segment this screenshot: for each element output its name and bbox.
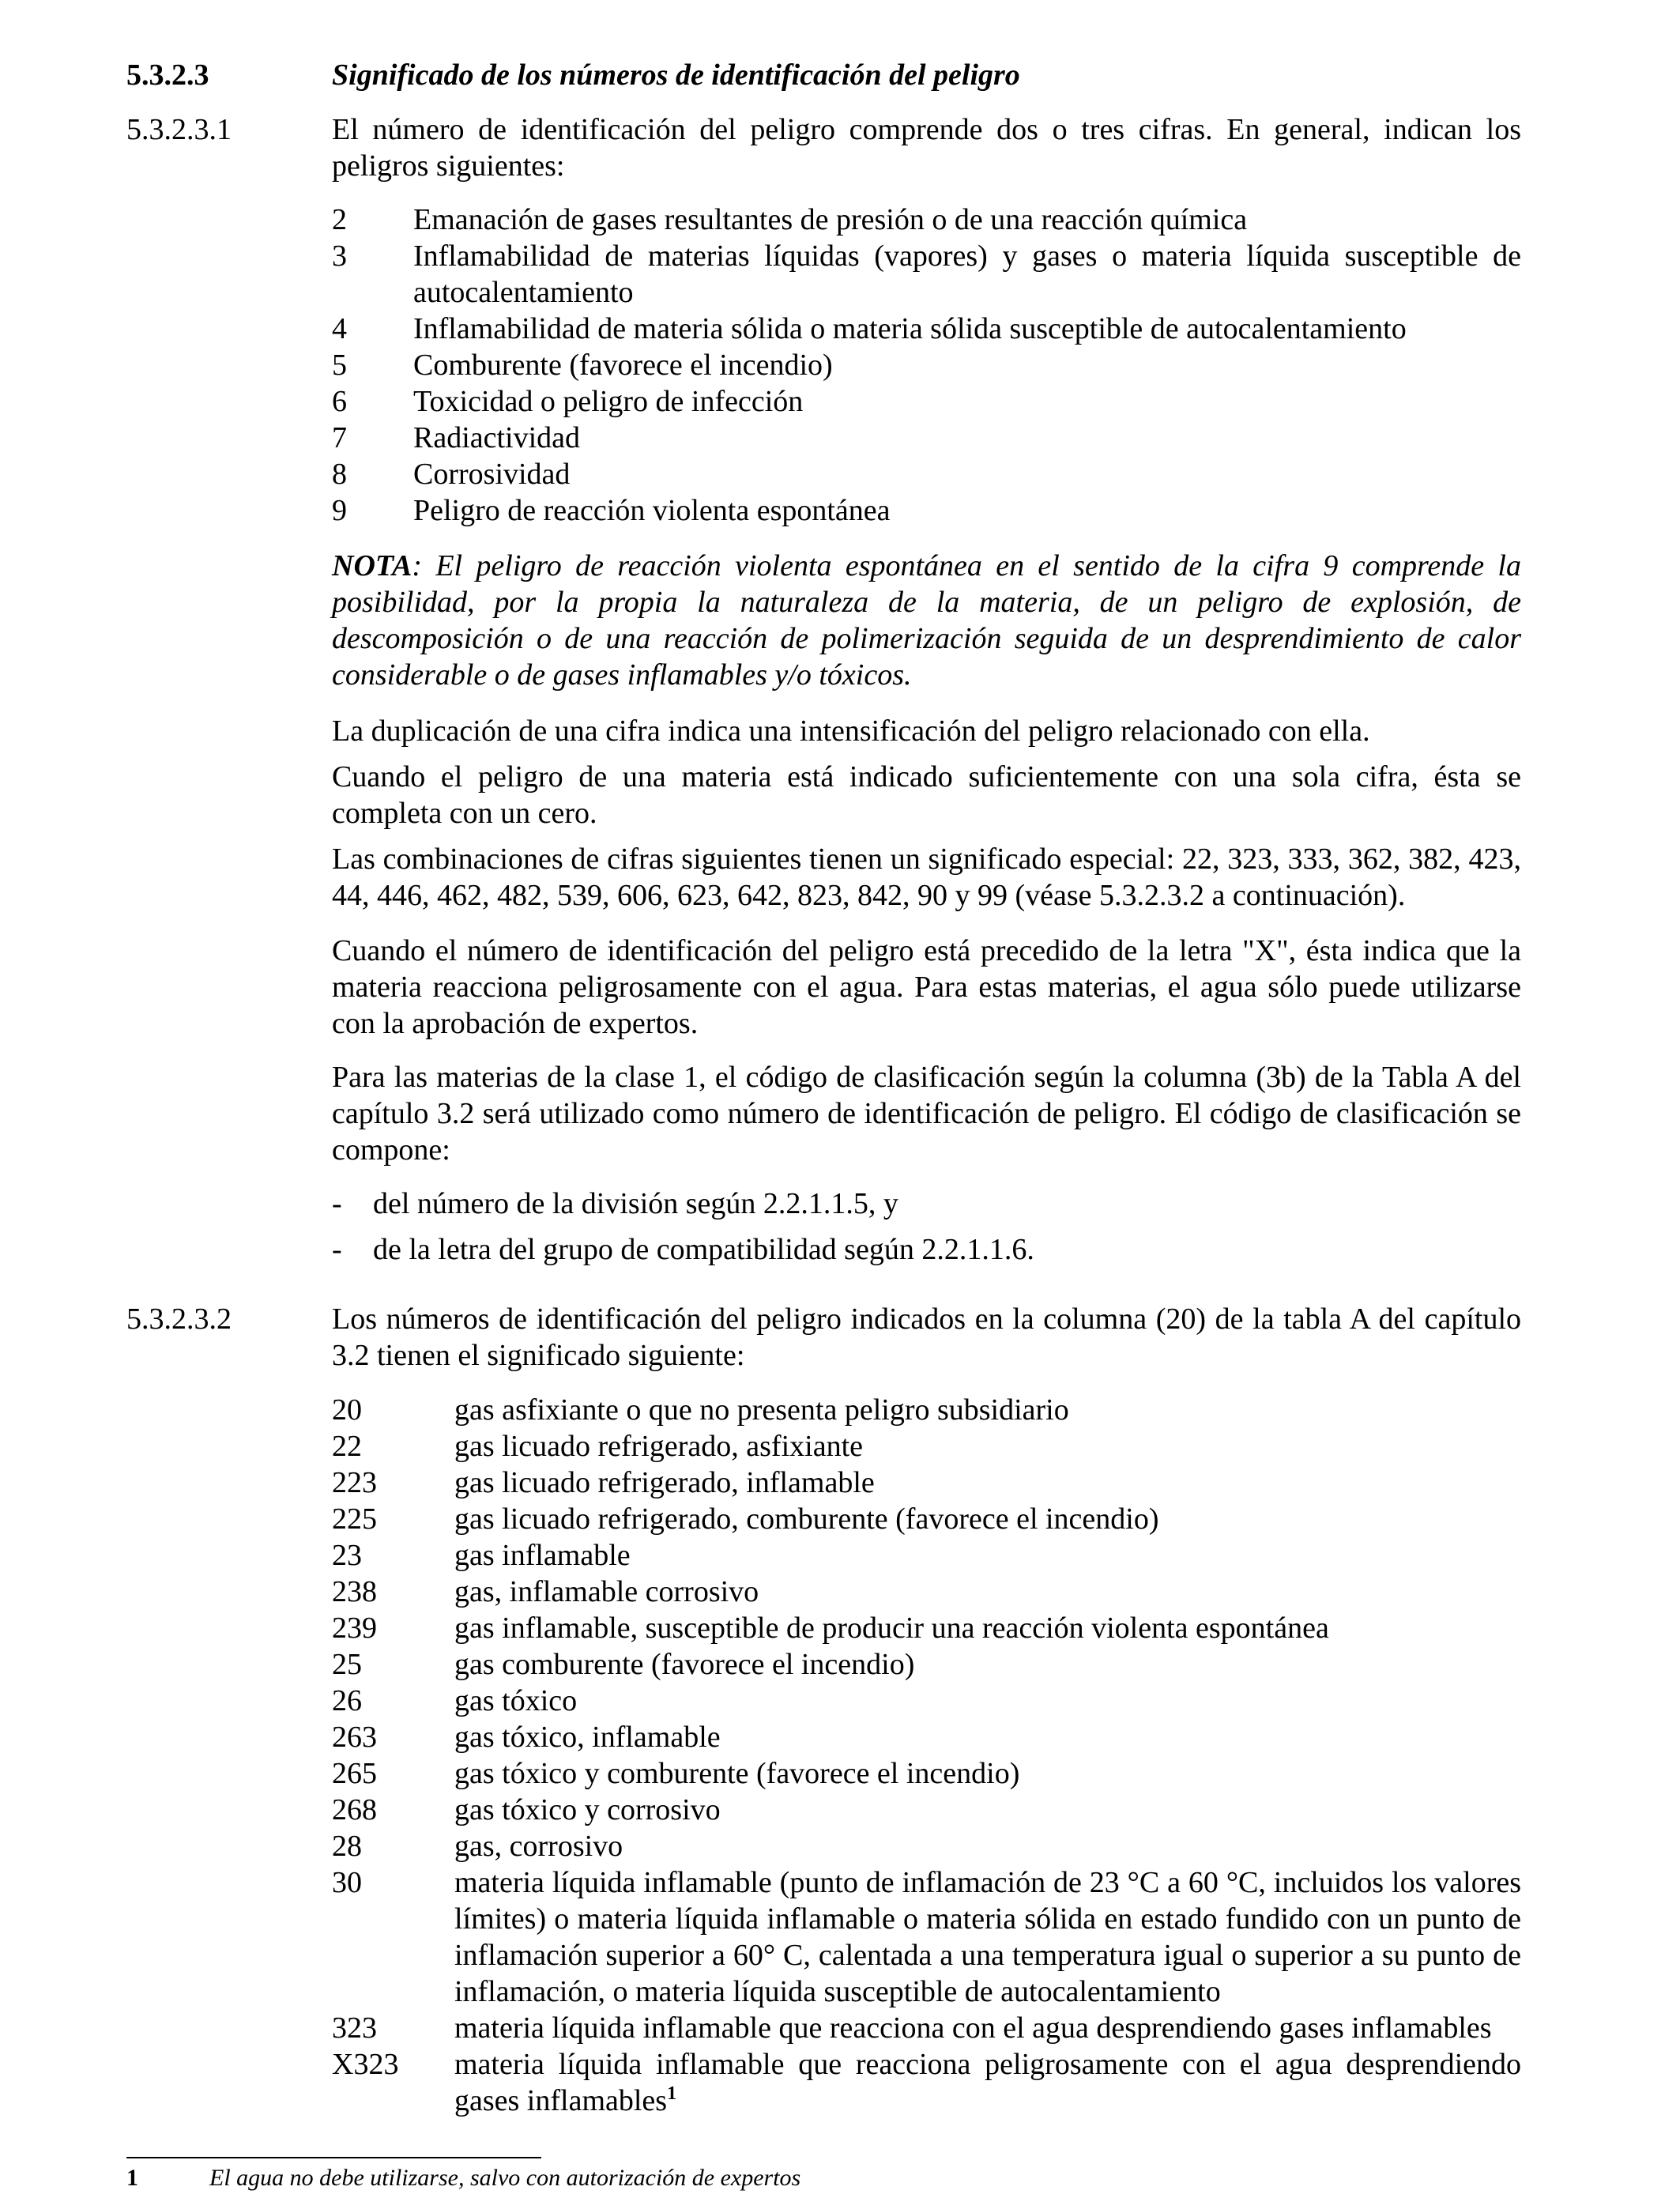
list-text-content: Peligro de reacción violenta espontánea: [413, 494, 891, 527]
list-text-content: gas, corrosivo: [454, 1830, 623, 1863]
classification-dash-list: [332, 1186, 1521, 1268]
list-code: 225: [332, 1502, 377, 1536]
list-text-content: gas licuado refrigerado, asfixiante: [454, 1430, 863, 1463]
hazard-code-row: [332, 1683, 1521, 1719]
list-text: [454, 1574, 1521, 1610]
subsection-1-intro: [332, 111, 1521, 184]
list-text: [454, 1646, 1521, 1683]
list-text: [454, 1683, 1521, 1719]
hazard-code-row: [332, 1646, 1521, 1683]
list-code: 3: [332, 239, 347, 273]
list-text-content: gas comburente (favorece el incendio): [454, 1648, 915, 1681]
list-text-content: materia líquida inflamable que reacciona con el agua desprendiendo gases inflamables: [454, 2011, 1492, 2045]
footnote-text: El agua no debe utilizarse, salvo con autorización de expertos: [209, 2165, 801, 2191]
hazard-code-list: [332, 1392, 1521, 2119]
list-text: [413, 420, 1521, 456]
hazard-digit-row: [332, 202, 1521, 238]
list-text: [454, 1755, 1521, 1792]
list-text: [454, 1828, 1521, 1864]
dash-list-item: [332, 1186, 1521, 1222]
list-text-content: Emanación de gases resultantes de presión o de una reacción química: [413, 203, 1248, 236]
paragraph-cero: Cuando el peligro de una materia está indicado suficientemente con una sola cifra, ésta se completa con un cero.: [332, 760, 1521, 830]
list-text-content: Inflamabilidad de materias líquidas (vapores) y gases o materia líquida susceptible de autocalentamiento: [413, 239, 1521, 309]
list-text: [413, 492, 1521, 529]
subsection-2-intro: Los números de identificación del peligro indicados en la columna (20) de la tabla A del capítulo 3.2 tienen el significado siguiente:: [332, 1302, 1521, 1372]
list-code: 26: [332, 1684, 362, 1717]
list-text-content: gas inflamable, susceptible de producir una reacción violenta espontánea: [454, 1612, 1329, 1645]
list-text: [454, 1792, 1521, 1828]
hazard-code-row: [332, 1828, 1521, 1864]
list-code: 4: [332, 312, 347, 345]
hazard-code-row: [332, 1501, 1521, 1537]
list-text: [454, 2010, 1521, 2046]
hazard-code-row: [332, 1574, 1521, 1610]
list-text-content: materia líquida inflamable que reacciona peligrosamente con el agua desprendiendo gases inflamables: [454, 2048, 1521, 2117]
list-text-content: Comburente (favorece el incendio): [413, 349, 833, 382]
hazard-code-row: [332, 1864, 1521, 2010]
hazard-digit-row: [332, 383, 1521, 420]
hazard-digit-row: [332, 311, 1521, 347]
list-code: 8: [332, 458, 347, 491]
list-text-content: gas licuado refrigerado, inflamable: [454, 1466, 875, 1499]
intro-paragraph: El número de identificación del peligro comprende dos o tres cifras. En general, indican los peligros siguientes:: [332, 113, 1521, 183]
list-code: 6: [332, 385, 347, 418]
subsection-number-1: 5.3.2.3.1: [126, 113, 232, 146]
hazard-digit-row: [332, 420, 1521, 456]
list-text-content: gas, inflamable corrosivo: [454, 1575, 759, 1608]
paragraph-combinaciones: Las combinaciones de cifras siguientes tienen un significado especial: 22, 323, 333, 362, 382, 423, 44, 446, 462, 482, 539, 606, 623, 642, 823, 842, 90 y 99 (véase 5.3.2.3.2 a continuación).: [332, 843, 1521, 912]
hazard-digit-row: [332, 492, 1521, 529]
nota-text: : El peligro de reacción violenta espontánea en el sentido de la cifra 9 comprende la posibilidad, por la propia la naturaleza de la materia, de un peligro de explosión, de descomposición o de una reacción de polimerización seguida de un desprendimiento de calor considerable o de gases inflamables y/o tóxicos.: [332, 549, 1521, 692]
nota-paragraph: [332, 548, 1521, 693]
list-code: 265: [332, 1757, 377, 1790]
hazard-code-row: [332, 1610, 1521, 1646]
list-text: [413, 347, 1521, 383]
list-code: 268: [332, 1793, 377, 1826]
list-code: 238: [332, 1575, 377, 1608]
hazard-code-row: [332, 2010, 1521, 2046]
list-text: [413, 311, 1521, 347]
list-text-content: gas tóxico y corrosivo: [454, 1793, 721, 1826]
hazard-digit-row: [332, 456, 1521, 492]
list-text: [454, 1864, 1521, 2010]
list-code: 7: [332, 421, 347, 454]
list-code: 9: [332, 494, 347, 527]
list-code: 25: [332, 1648, 362, 1681]
dash-item-text: de la letra del grupo de compatibilidad según 2.2.1.1.6.: [373, 1233, 1034, 1266]
list-text: [454, 1392, 1521, 1428]
list-text-content: gas inflamable: [454, 1539, 631, 1572]
list-text: [454, 1501, 1521, 1537]
nota-block: [332, 548, 1521, 693]
section-title: Significado de los números de identificación del peligro: [332, 58, 1020, 92]
list-code: 28: [332, 1830, 362, 1863]
list-text-content: gas licuado refrigerado, comburente (favorece el incendio): [454, 1502, 1159, 1536]
list-text: [454, 1610, 1521, 1646]
list-text: [454, 1537, 1521, 1574]
list-text: [454, 1719, 1521, 1755]
list-text: [413, 202, 1521, 238]
list-text-content: Corrosividad: [413, 458, 571, 491]
list-code: 239: [332, 1612, 377, 1645]
hazard-code-row: [332, 2046, 1521, 2119]
list-code: 223: [332, 1466, 377, 1499]
footnote-reference: 1: [667, 2083, 677, 2104]
list-text: [413, 238, 1521, 311]
footnote-marker: 1: [126, 2165, 138, 2191]
list-text: [413, 383, 1521, 420]
list-code: 23: [332, 1539, 362, 1572]
dash-marker: -: [332, 1233, 342, 1266]
subsection-number-2: 5.3.2.3.2: [126, 1302, 232, 1336]
hazard-digit-row: [332, 347, 1521, 383]
hazard-code-row: [332, 1719, 1521, 1755]
hazard-code-row: [332, 1537, 1521, 1574]
list-code: 22: [332, 1430, 362, 1463]
list-text-content: Toxicidad o peligro de infección: [413, 385, 804, 418]
section-number: 5.3.2.3: [126, 58, 209, 92]
list-text-content: gas tóxico, inflamable: [454, 1721, 721, 1754]
list-text: [413, 456, 1521, 492]
hazard-code-row: [332, 1465, 1521, 1501]
list-text-content: materia líquida inflamable (punto de inflamación de 23 °C a 60 °C, incluidos los valores límites) o materia líquida inflamable o materia sólida en estado fundido con un punto de inflamación superior a 60° C, calentada a una temperatura igual o superior a su punto de inflamación, o materia líquida susceptible de autocalentamiento: [454, 1866, 1521, 2008]
list-code: X323: [332, 2048, 399, 2081]
hazard-code-row: [332, 1392, 1521, 1428]
dash-list-item: [332, 1231, 1521, 1268]
list-text-content: Inflamabilidad de materia sólida o materia sólida susceptible de autocalentamiento: [413, 312, 1407, 345]
paragraph-clase1: Para las materias de la clase 1, el código de clasificación según la columna (3b) de la Tabla A del capítulo 3.2 será utilizado como número de identificación de peligro. El código de clasificación se compone:: [332, 1061, 1521, 1167]
footnote-separator: [126, 2157, 541, 2158]
list-code: 2: [332, 203, 347, 236]
list-text-content: gas tóxico: [454, 1684, 578, 1717]
paragraph-duplicacion: La duplicación de una cifra indica una intensificación del peligro relacionado con ella.: [332, 714, 1370, 748]
hazard-code-row: [332, 1755, 1521, 1792]
hazard-code-row: [332, 1428, 1521, 1465]
list-text-content: gas asfixiante o que no presenta peligro subsidiario: [454, 1393, 1069, 1427]
list-code: 5: [332, 349, 347, 382]
hazard-digit-list: [332, 202, 1521, 529]
paragraph-x: Cuando el número de identificación del peligro está precedido de la letra "X", ésta indica que la materia reacciona peligrosamente con el agua. Para estas materias, el agua sólo puede utilizarse con la aprobación de expertos.: [332, 934, 1521, 1040]
list-code: 20: [332, 1393, 362, 1427]
list-text: [454, 2046, 1521, 2119]
list-code: 323: [332, 2011, 377, 2045]
list-code: 263: [332, 1721, 377, 1754]
list-text-content: Radiactividad: [413, 421, 581, 454]
list-text: [454, 1428, 1521, 1465]
list-code: 30: [332, 1866, 362, 1899]
nota-lead: NOTA: [332, 549, 412, 582]
hazard-digit-row: [332, 238, 1521, 311]
list-text-content: gas tóxico y comburente (favorece el incendio): [454, 1757, 1020, 1790]
hazard-code-row: [332, 1792, 1521, 1828]
dash-item-text: del número de la división según 2.2.1.1.5, y: [373, 1187, 898, 1220]
dash-marker: -: [332, 1187, 342, 1220]
list-text: [454, 1465, 1521, 1501]
